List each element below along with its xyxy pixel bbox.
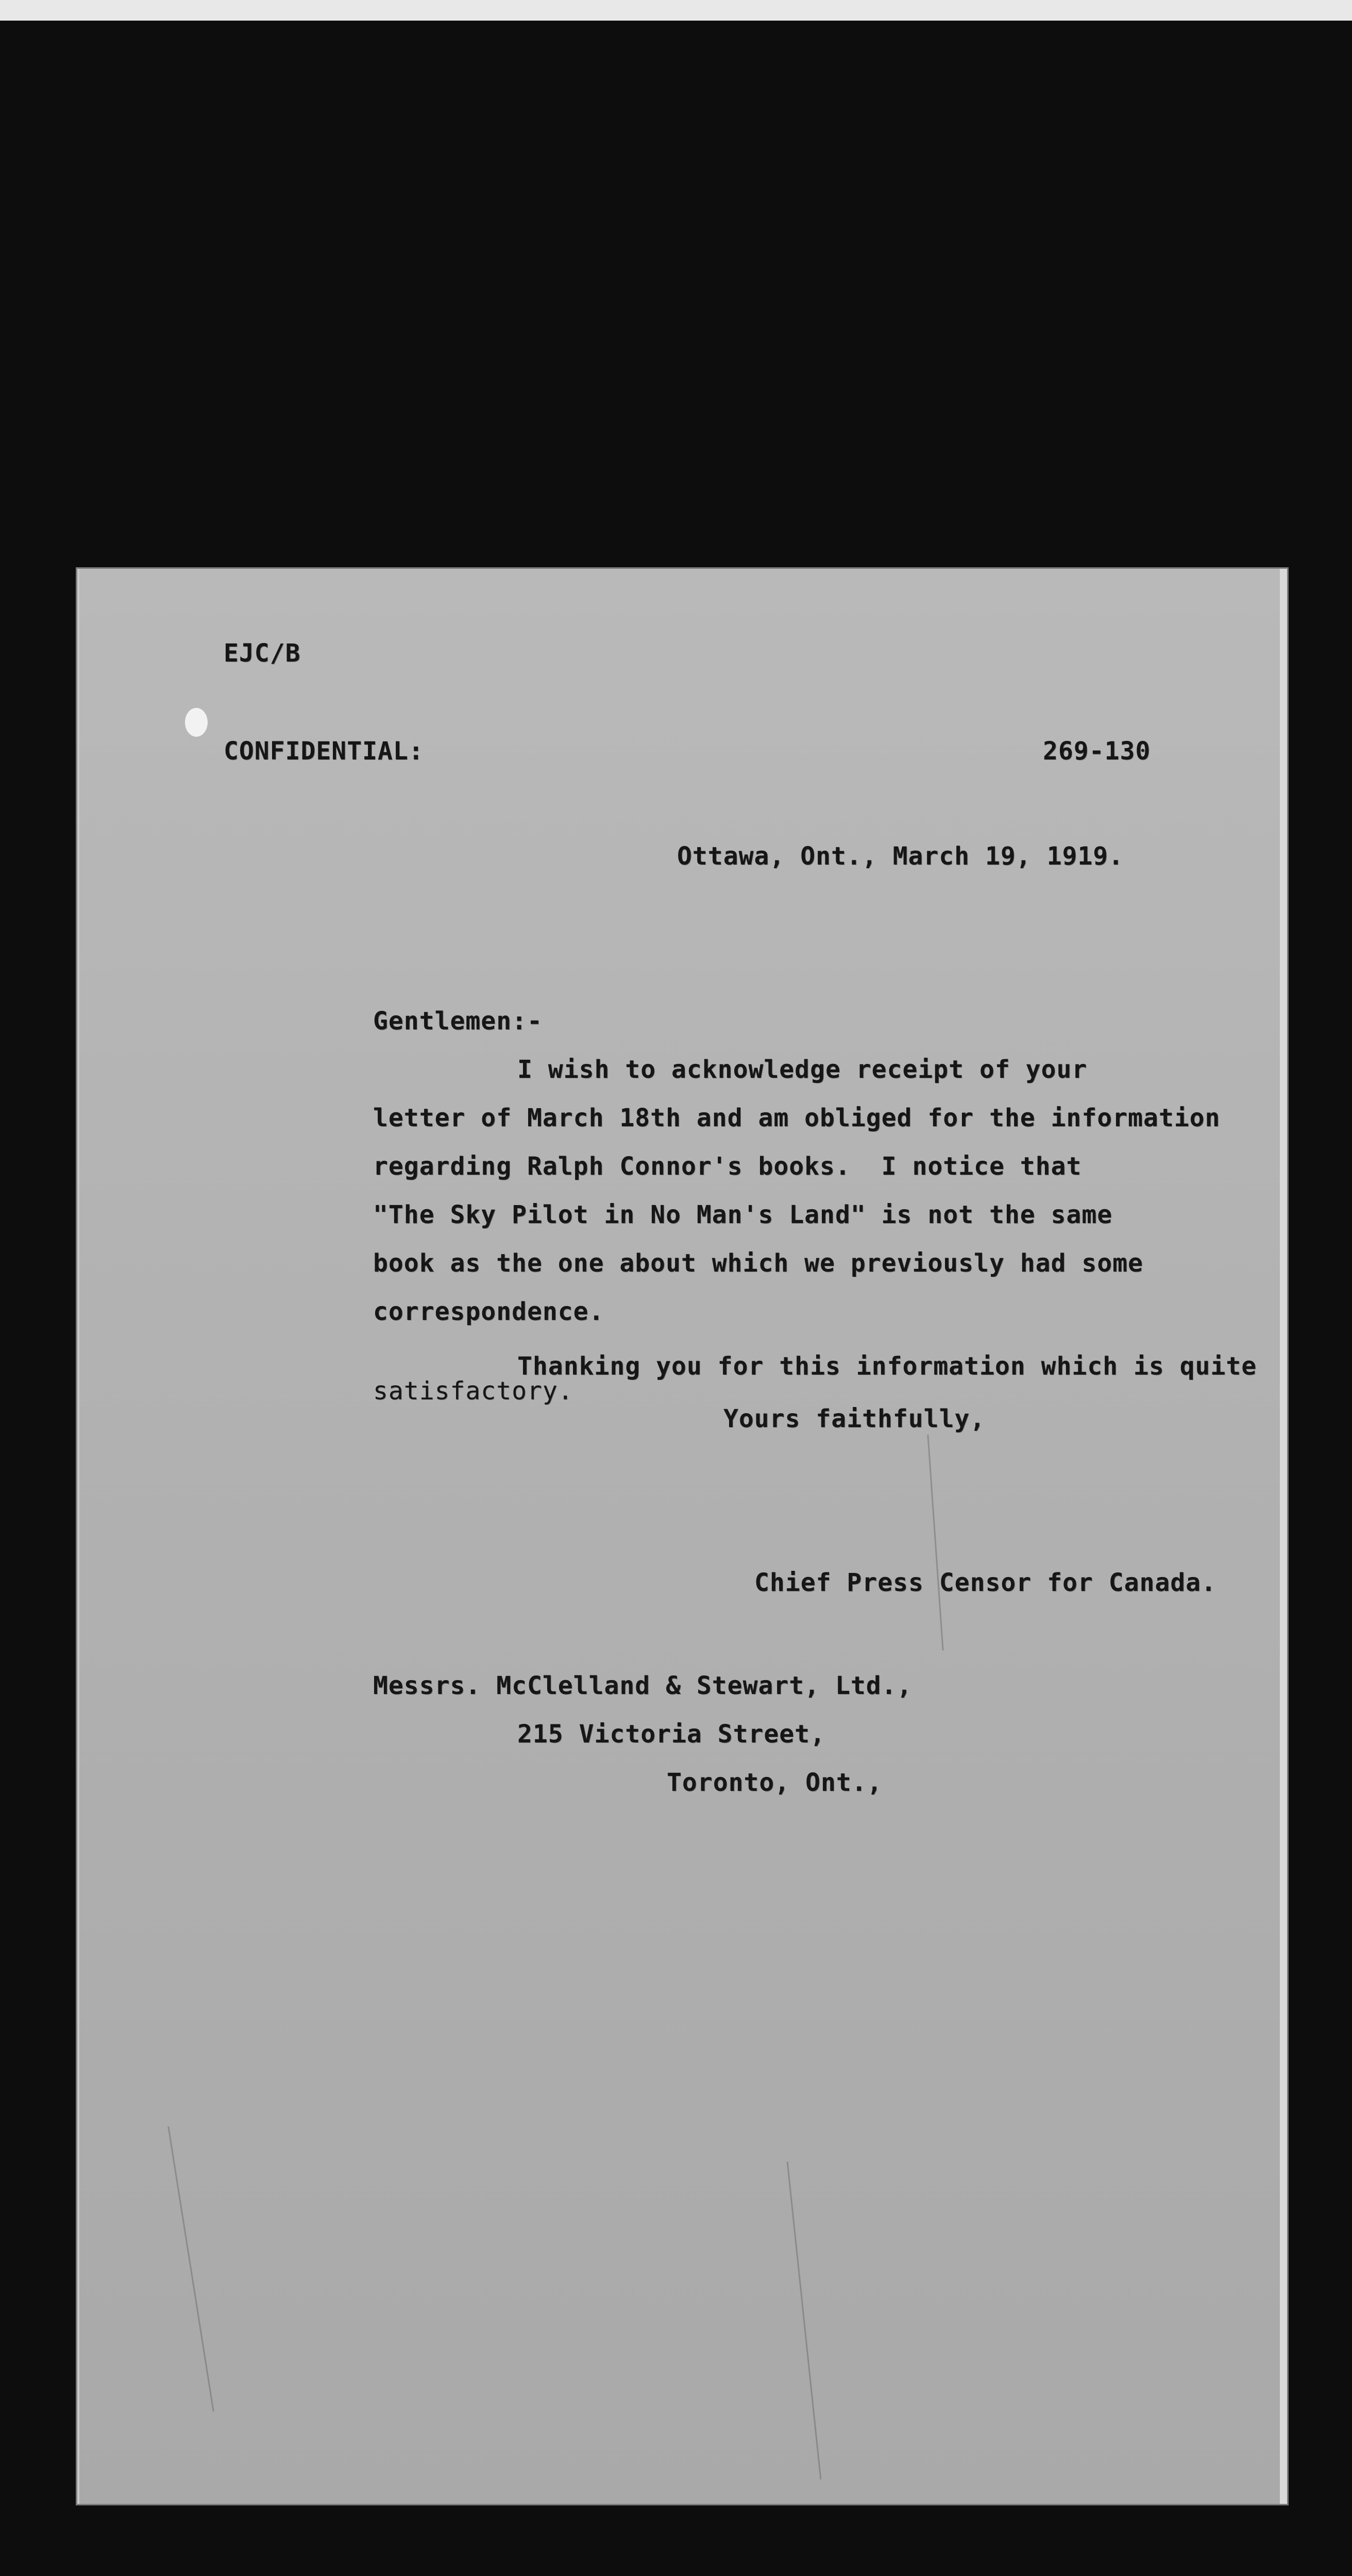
closing-line: Thanking you for this information which is quite: [517, 1352, 1257, 1381]
body-line: correspondence.: [373, 1297, 604, 1326]
scratch-mark: [927, 1434, 943, 1650]
classification-heading: CONFIDENTIAL:: [224, 737, 424, 766]
file-number: 269-130: [1043, 737, 1151, 766]
body-line: regarding Ralph Connor's books. I notice that: [373, 1152, 1082, 1181]
scratch-mark: [167, 2126, 214, 2412]
body-line: "The Sky Pilot in No Man's Land" is not the same: [373, 1200, 1113, 1229]
body-line: letter of March 18th and am obliged for the information: [373, 1104, 1221, 1132]
reference-initials: EJC/B: [224, 639, 301, 668]
typed-letter-page: [77, 569, 1287, 2504]
addressee-line: Messrs. McClelland & Stewart, Ltd.,: [373, 1671, 912, 1700]
salutation: Gentlemen:-: [373, 1007, 543, 1036]
film-top-edge: [0, 0, 1352, 21]
punch-hole: [185, 708, 208, 737]
place-and-date: Ottawa, Ont., March 19, 1919.: [677, 842, 1124, 871]
scratch-mark: [787, 2162, 822, 2480]
body-line: I wish to acknowledge receipt of your: [517, 1055, 1088, 1084]
body-line: book as the one about which we previously had some: [373, 1249, 1143, 1278]
addressee-line: 215 Victoria Street,: [517, 1720, 825, 1749]
complimentary-close: Yours faithfully,: [723, 1404, 986, 1433]
closing-line: satisfactory.: [373, 1377, 573, 1405]
addressee-line: Toronto, Ont.,: [667, 1768, 883, 1797]
signatory-title: Chief Press Censor for Canada.: [754, 1568, 1216, 1597]
